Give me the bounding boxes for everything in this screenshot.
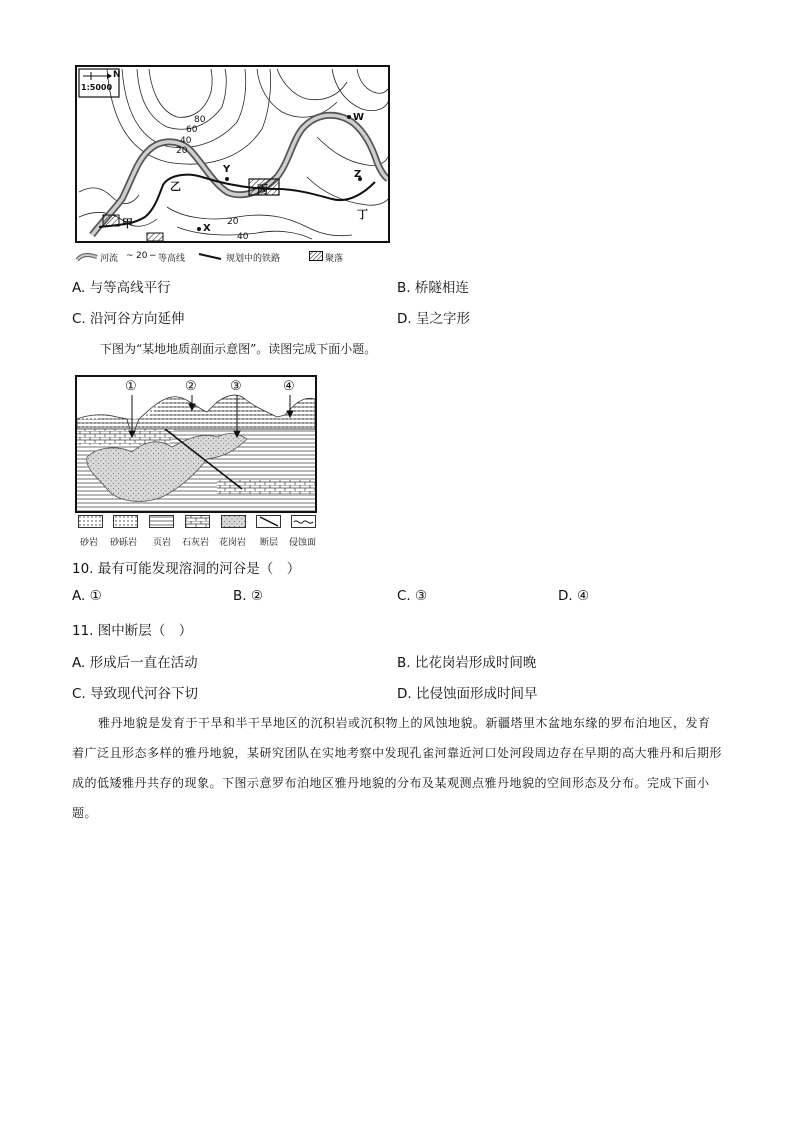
place-yi: 乙: [170, 180, 181, 193]
q9-option-c[interactable]: C. 沿河谷方向延伸: [72, 311, 185, 327]
q11-option-b[interactable]: B. 比花岗岩形成时间晚: [397, 655, 537, 671]
q10-option-d[interactable]: D. ④: [558, 588, 590, 604]
map-legend: [76, 250, 396, 264]
contour-label-40: 40: [180, 136, 192, 146]
scale-label: 1:5000: [81, 83, 113, 92]
valley-marker-2: ②: [185, 379, 197, 394]
place-jia: 甲: [122, 217, 133, 230]
q11-option-a[interactable]: A. 形成后一直在活动: [72, 655, 198, 671]
railway-legend-icon: [198, 253, 222, 261]
topographic-map: [75, 65, 390, 243]
legend-river: 河流: [100, 254, 119, 264]
q9-option-a[interactable]: A. 与等高线平行: [72, 280, 171, 296]
q9-option-b[interactable]: B. 桥隧相连: [397, 280, 469, 296]
north-label: N: [113, 70, 121, 80]
valley-marker-1: ①: [125, 379, 137, 394]
q11-option-d[interactable]: D. 比侵蚀面形成时间早: [397, 686, 538, 702]
point-w: W: [353, 112, 365, 123]
contour-label-20: 20: [176, 146, 188, 156]
geo-section-intro: 下图为“某地地质剖面示意图”。读图完成下面小题。: [100, 342, 377, 356]
valley-marker-3: ③: [230, 379, 242, 394]
q11-stem: 11. 图中断层（ ）: [72, 623, 193, 639]
legend-shale: 页岩: [153, 538, 172, 548]
q9-option-d[interactable]: D. 呈之字形: [397, 311, 470, 327]
geologic-section: [75, 375, 317, 513]
q10-stem: 10. 最有可能发现溶洞的河谷是（ ）: [72, 561, 301, 577]
point-z: Z: [354, 169, 362, 180]
q10-option-a[interactable]: A. ①: [72, 588, 102, 604]
settlement-legend-icon: [309, 251, 323, 261]
river-legend-icon: [76, 252, 98, 262]
contour-label-80: 80: [194, 115, 206, 125]
contour-label-20b: 20: [227, 217, 239, 227]
legend-conglomerate: 砂砾岩: [110, 538, 138, 548]
q11-option-c[interactable]: C. 导致现代河谷下切: [72, 686, 199, 702]
legend-limestone: 石灰岩: [182, 538, 210, 548]
point-y: Y: [223, 164, 231, 175]
legend-settlement: 聚落: [325, 254, 344, 264]
contour-label-60: 60: [186, 125, 198, 135]
contour-label-40b: 40: [237, 232, 249, 242]
contour-legend-icon: ~: [126, 251, 134, 261]
legend-contour: 等高线: [158, 254, 186, 264]
legend-granite: 花岗岩: [219, 538, 247, 548]
q10-option-b[interactable]: B. ②: [233, 588, 263, 604]
section-legend-swatches: [78, 515, 318, 529]
place-bing: 丙: [257, 183, 268, 196]
legend-erosion-surface: 侵蚀面: [289, 538, 317, 548]
yardang-passage: 雅丹地貌是发育于干旱和半干旱地区的沉积岩或沉积物上的风蚀地貌。新疆塔里木盆地东缘的罗布泊地区，发育着广泛且形态多样的雅丹地貌，某研究团队在实地考察中发现孔雀河靠近河口处河段周边存在早期的高大雅丹和后期形成的低矮雅丹共存的现象。下图示意罗布泊地区雅丹地貌的分布及某观测点雅丹地貌的空间形态及分布。完成下面小题。: [72, 716, 723, 820]
point-x: X: [203, 223, 211, 234]
geologic-section-drawing: [77, 377, 315, 511]
legend-railway: 规划中的铁路: [226, 254, 281, 264]
valley-marker-4: ④: [283, 379, 295, 394]
q10-option-c[interactable]: C. ③: [397, 588, 428, 604]
legend-fault: 断层: [260, 538, 279, 548]
section-legend: [76, 515, 336, 549]
place-ding: 丁: [357, 208, 368, 221]
legend-contour-value: 20: [136, 251, 148, 261]
contour-legend-tail-icon: −: [149, 251, 157, 261]
legend-sandstone: 砂岩: [80, 538, 99, 548]
